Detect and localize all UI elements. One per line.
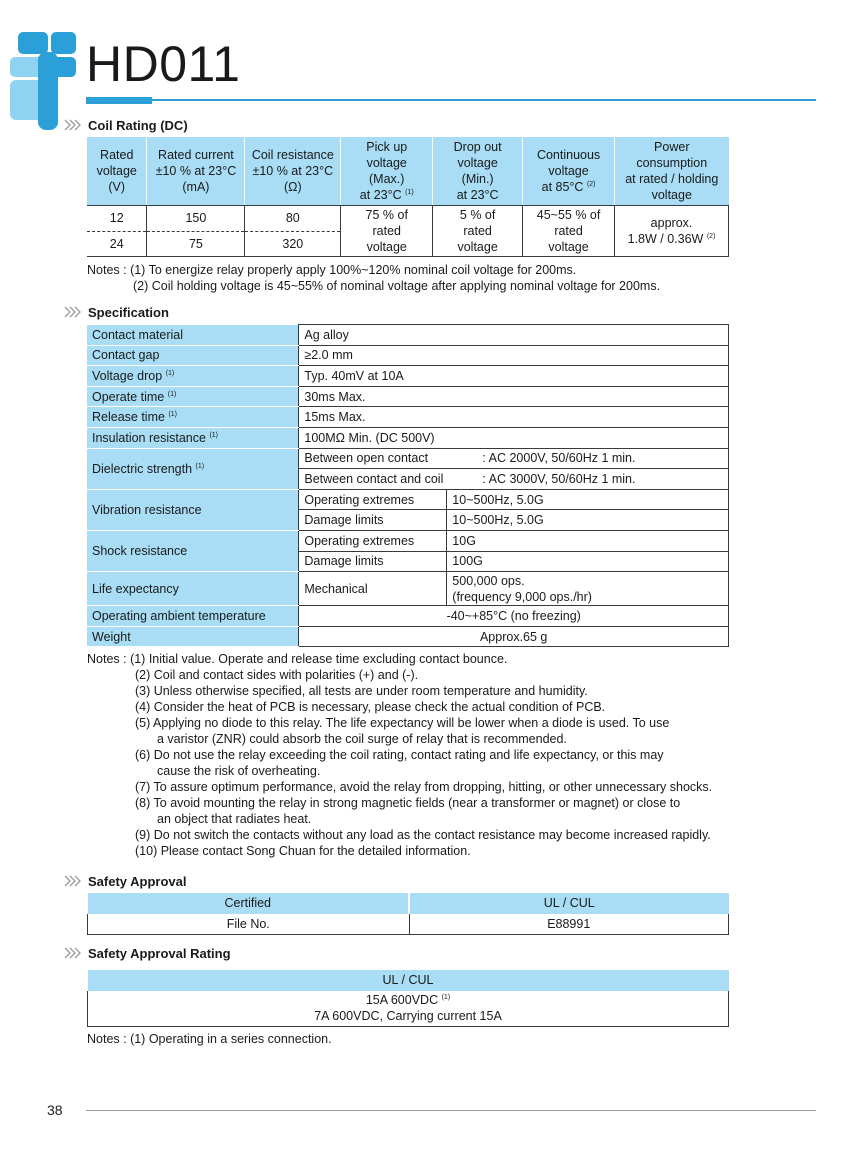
section-title: Coil Rating (DC): [88, 117, 188, 133]
spec-value: Between open contact : AC 2000V, 50/60Hz 1 min.: [299, 448, 729, 469]
spec-label: Contact gap: [87, 345, 299, 366]
spec-label: Weight: [87, 626, 299, 647]
spec-key: Operating extremes: [299, 489, 447, 510]
note-line: (6) Do not use the relay exceeding the coil rating, contact rating and life expectancy, or this may: [135, 748, 664, 762]
spec-value: 500,000 ops. (frequency 9,000 ops./hr): [447, 572, 729, 606]
header-ul-cul: UL / CUL: [409, 893, 729, 914]
table-row: [87, 572, 729, 606]
spec-key: Operating extremes: [299, 530, 447, 551]
spec-value: Between contact and coil : AC 3000V, 50/60Hz 1 min.: [299, 469, 729, 490]
section-title: Specification: [88, 304, 169, 320]
cell-pick-up: 75 % of rated voltage: [341, 205, 433, 256]
col-power-consumption: Power consumption at rated / holding voltage: [615, 137, 729, 205]
col-rated-current: Rated current ±10 % at 23°C (mA): [147, 137, 245, 205]
note-line: (10) Please contact Song Chuan for the detailed information.: [135, 844, 471, 858]
note-line: (9) Do not switch the contacts without any load as the contact resistance may become increased rapidly.: [135, 828, 711, 842]
header-certified: Certified: [88, 893, 410, 914]
spec-value: 30ms Max.: [299, 386, 729, 407]
table-row: [87, 626, 729, 647]
spec-label: Voltage drop $^{(1)}$: [87, 366, 299, 387]
table-row: [88, 991, 729, 1027]
spec-value: -40~+85°C (no freezing): [299, 606, 729, 627]
table-row: [87, 205, 729, 231]
safety-approval-table: [87, 893, 729, 935]
spec-value: Typ. 40mV at 10A: [299, 366, 729, 387]
safety-rating-table: [87, 970, 729, 1027]
chevrons-right-icon: [64, 306, 82, 318]
chevrons-right-icon: [64, 947, 82, 959]
table-row: [87, 386, 729, 407]
table-row: [87, 366, 729, 387]
spec-label: Operating ambient temperature: [87, 606, 299, 627]
note-line: (7) To assure optimum performance, avoid the relay from dropping, hitting, or other unnecessary shocks.: [135, 780, 713, 794]
table-row: [87, 345, 729, 366]
section-heading-safety-rating: [64, 944, 231, 962]
cell-voltage: 12: [87, 205, 147, 231]
spec-label: Vibration resistance: [87, 489, 299, 530]
cell-drop-out: 5 % of rated voltage: [433, 205, 523, 256]
table-row: [87, 448, 729, 469]
cell-resistance: 80: [245, 205, 341, 231]
section-heading-specification: [64, 303, 169, 321]
cell-rating: 15A 600VDC $^{(1)}$ 7A 600VDC, Carrying current 15A: [88, 991, 729, 1027]
section-title: Safety Approval: [88, 873, 187, 889]
cell-file-no-label: File No.: [88, 914, 410, 935]
table-header-row: [88, 893, 729, 914]
note-line: cause the risk of overheating.: [157, 764, 321, 778]
note-line: (2) Coil and contact sides with polarities (+) and (-).: [135, 668, 419, 682]
spec-key: Damage limits: [299, 551, 447, 572]
cell-voltage: 24: [87, 231, 147, 256]
page-number: 38: [47, 1102, 63, 1118]
col-rated-voltage: Rated voltage (V): [87, 137, 147, 205]
specification-table: [87, 324, 729, 647]
table-row: [87, 606, 729, 627]
safety-rating-notes: [87, 1031, 332, 1047]
specification-notes: [87, 651, 712, 859]
col-continuous-voltage: Continuous voltage at 85°C $^{(2)}$: [523, 137, 615, 205]
note-line: (8) To avoid mounting the relay in strong magnetic fields (near a transformer or magnet) or close to: [135, 796, 681, 810]
spec-label: Dielectric strength $^{(1)}$: [87, 448, 299, 489]
table-row: [87, 427, 729, 448]
col-pick-up-voltage: Pick up voltage (Max.) at 23°C $^{(1)}$: [341, 137, 433, 205]
cell-current: 150: [147, 205, 245, 231]
spec-value: 15ms Max.: [299, 407, 729, 428]
footer-line: [86, 1110, 816, 1111]
spec-label: Release time $^{(1)}$: [87, 407, 299, 428]
header-ul-cul: UL / CUL: [88, 970, 729, 991]
spec-label: Life expectancy: [87, 572, 299, 606]
spec-value: 100MΩ Min. (DC 500V): [299, 427, 729, 448]
spec-value: Ag alloy: [299, 325, 729, 346]
spec-label: Operate time $^{(1)}$: [87, 386, 299, 407]
spec-value: Approx.65 g: [299, 626, 729, 647]
spec-value: 10~500Hz, 5.0G: [447, 489, 729, 510]
spec-value: 100G: [447, 551, 729, 572]
table-row: [88, 914, 729, 935]
cell-continuous: 45~55 % of rated voltage: [523, 205, 615, 256]
spec-key: Damage limits: [299, 510, 447, 531]
spec-value: 10~500Hz, 5.0G: [447, 510, 729, 531]
table-row: [87, 489, 729, 510]
coil-notes: [87, 262, 660, 294]
section-heading-coil-rating: [64, 116, 188, 134]
chevrons-right-icon: [64, 875, 82, 887]
col-drop-out-voltage: Drop out voltage (Min.) at 23°C: [433, 137, 523, 205]
cell-file-no-value: E88991: [409, 914, 729, 935]
note-line: (4) Consider the heat of PCB is necessary, please check the actual condition of PCB.: [135, 700, 606, 714]
chevrons-right-icon: [64, 119, 82, 131]
spec-value: ≥2.0 mm: [299, 345, 729, 366]
coil-rating-table: [87, 137, 729, 257]
page-title: HD011: [86, 36, 241, 92]
col-coil-resistance: Coil resistance ±10 % at 23°C (Ω): [245, 137, 341, 205]
spec-label: Shock resistance: [87, 530, 299, 571]
title-underline: [152, 99, 816, 101]
table-row: [87, 530, 729, 551]
table-row: [87, 407, 729, 428]
note-line: an object that radiates heat.: [157, 812, 312, 826]
note-line: (2) Coil holding voltage is 45~55% of nominal voltage after applying nominal voltage for 200ms.: [133, 279, 661, 293]
note-line: Notes : (1) To energize relay properly apply 100%~120% nominal coil voltage for 200ms.: [87, 263, 577, 277]
note-line: (3) Unless otherwise specified, all tests are under room temperature and humidity.: [135, 684, 588, 698]
table-header-row: [88, 970, 729, 991]
cell-resistance: 320: [245, 231, 341, 256]
cell-current: 75: [147, 231, 245, 256]
spec-label: Contact material: [87, 325, 299, 346]
cell-power: approx. 1.8W / 0.36W $^{(2)}$: [615, 205, 729, 256]
section-heading-safety-approval: [64, 872, 187, 890]
note-line: (5) Applying no diode to this relay. The life expectancy will be lower when a diode is used. To use: [135, 716, 670, 730]
note-line: Notes : (1) Operating in a series connection.: [87, 1032, 332, 1046]
spec-value: 10G: [447, 530, 729, 551]
spec-label: Insulation resistance $^{(1)}$: [87, 427, 299, 448]
table-row: [87, 325, 729, 346]
coil-table-header-row: [87, 137, 729, 205]
note-line: Notes : (1) Initial value. Operate and release time excluding contact bounce.: [87, 652, 508, 666]
spec-key: Mechanical: [299, 572, 447, 606]
note-line: a varistor (ZNR) could absorb the coil surge of relay that is recommended.: [157, 732, 567, 746]
section-title: Safety Approval Rating: [88, 945, 231, 961]
title-accent-bar: [86, 97, 152, 104]
